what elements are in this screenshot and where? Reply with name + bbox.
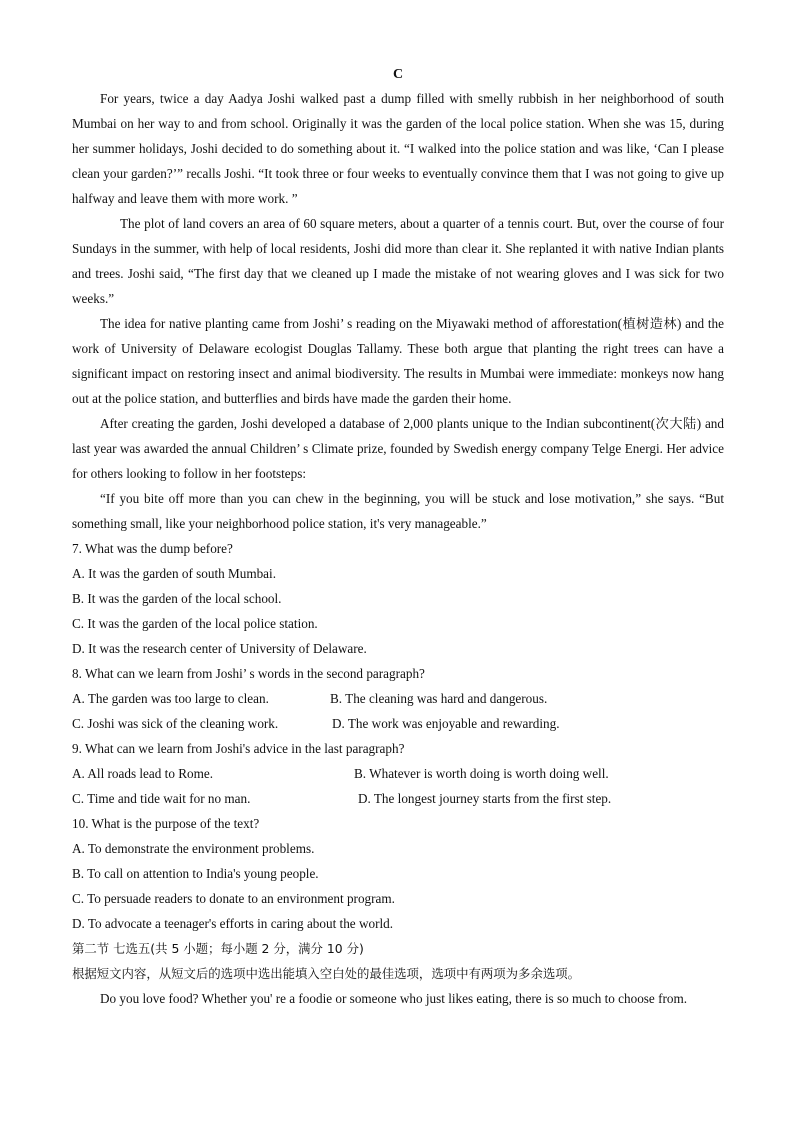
option-d: D. It was the research center of University of Delaware. [72, 641, 367, 656]
option-b: B. Whatever is worth doing is worth doing well. [354, 766, 609, 781]
paragraph-4: After creating the garden, Joshi developed a database of 2,000 plants unique to the Indian subcontinent(次大陆) and last year was awarded the annual Children’ s Climate prize, founded by Swedish energy company Telge Energi. Her advice for others looking to follow in her footsteps: [72, 416, 724, 481]
question-stem: 7. What was the dump before? [72, 541, 233, 556]
paragraph-3: The idea for native planting came from Joshi’ s reading on the Miyawaki method of afforestation(植树造林) and the work of University of Delaware ecologist Douglas Tallamy. These both argue that planting the right trees can have a significant impact on restoring insect and animal biodiversity. The results in Mumbai were immediate: monkeys now hang out at the police station, and butterflies and birds have made the garden their home. [72, 316, 724, 406]
paragraph-2: The plot of land covers an area of 60 square meters, about a quarter of a tennis court. But, over the course of four Sundays in the summer, with help of local residents, Joshi did more than clear it. She replanted it with native Indian plants and trees. Joshi said, “The first day that we cleaned up I made the mistake of not wearing gloves and I was sick for two weeks.” [72, 216, 724, 306]
option-d: D. The work was enjoyable and rewarding. [332, 716, 560, 731]
option-b: B. It was the garden of the local school. [72, 591, 282, 606]
option-b: B. To call on attention to India's young people. [72, 866, 319, 881]
option-a: A. It was the garden of south Mumbai. [72, 566, 277, 581]
question-9 [72, 736, 724, 811]
question-stem: 10. What is the purpose of the text? [72, 816, 260, 831]
question-stem: 8. What can we learn from Joshi’ s words in the second paragraph? [72, 666, 425, 681]
option-row [72, 686, 724, 711]
option-row [72, 761, 724, 786]
option-c: C. It was the garden of the local police station. [72, 616, 318, 631]
section-2-heading: 第二节 七选五(共 5 小题；每小题 2 分，满分 10 分) [72, 941, 364, 956]
option-c: C. Joshi was sick of the cleaning work. [72, 716, 279, 731]
option-a: A. All roads lead to Rome. [72, 766, 214, 781]
paragraph-1: For years, twice a day Aadya Joshi walked past a dump filled with smelly rubbish in her neighborhood of south Mumbai on her way to and from school. Originally it was the garden of the local police station. When she was 15, during her summer holidays, Joshi decided to do something about it. “I walked into the police station and was like, ‘Can I please clean your garden?’” recalls Joshi. “It took three or four weeks to eventually convince them that I was not going to give up halfway and leave them with more work. ” [72, 91, 724, 206]
option-a: A. To demonstrate the environment problems. [72, 841, 315, 856]
option-row [72, 786, 724, 811]
question-10 [72, 811, 724, 936]
option-c: C. To persuade readers to donate to an environment program. [72, 891, 395, 906]
question-stem: 9. What can we learn from Joshi's advice in the last paragraph? [72, 741, 405, 756]
option-b: B. The cleaning was hard and dangerous. [330, 691, 548, 706]
paragraph-5: “If you bite off more than you can chew in the beginning, you will be stuck and lose motivation,” she says. “But something small, like your neighborhood police station, it's very manageable.” [72, 491, 724, 531]
option-row [72, 711, 724, 736]
section-title: C [392, 67, 404, 82]
option-d: D. To advocate a teenager's efforts in caring about the world. [72, 916, 394, 931]
section-2-first-line: Do you love food? Whether you' re a foodie or someone who just likes eating, there is so much to choose from. [100, 991, 688, 1006]
section-2-instruction: 根据短文内容，从短文后的选项中选出能填入空白处的最佳选项，选项中有两项为多余选项。 [72, 966, 581, 981]
option-c: C. Time and tide wait for no man. [72, 791, 251, 806]
option-d: D. The longest journey starts from the first step. [358, 791, 612, 806]
question-7 [72, 536, 724, 661]
option-a: A. The garden was too large to clean. [72, 691, 269, 706]
question-8 [72, 661, 724, 736]
document-page [72, 64, 724, 1011]
